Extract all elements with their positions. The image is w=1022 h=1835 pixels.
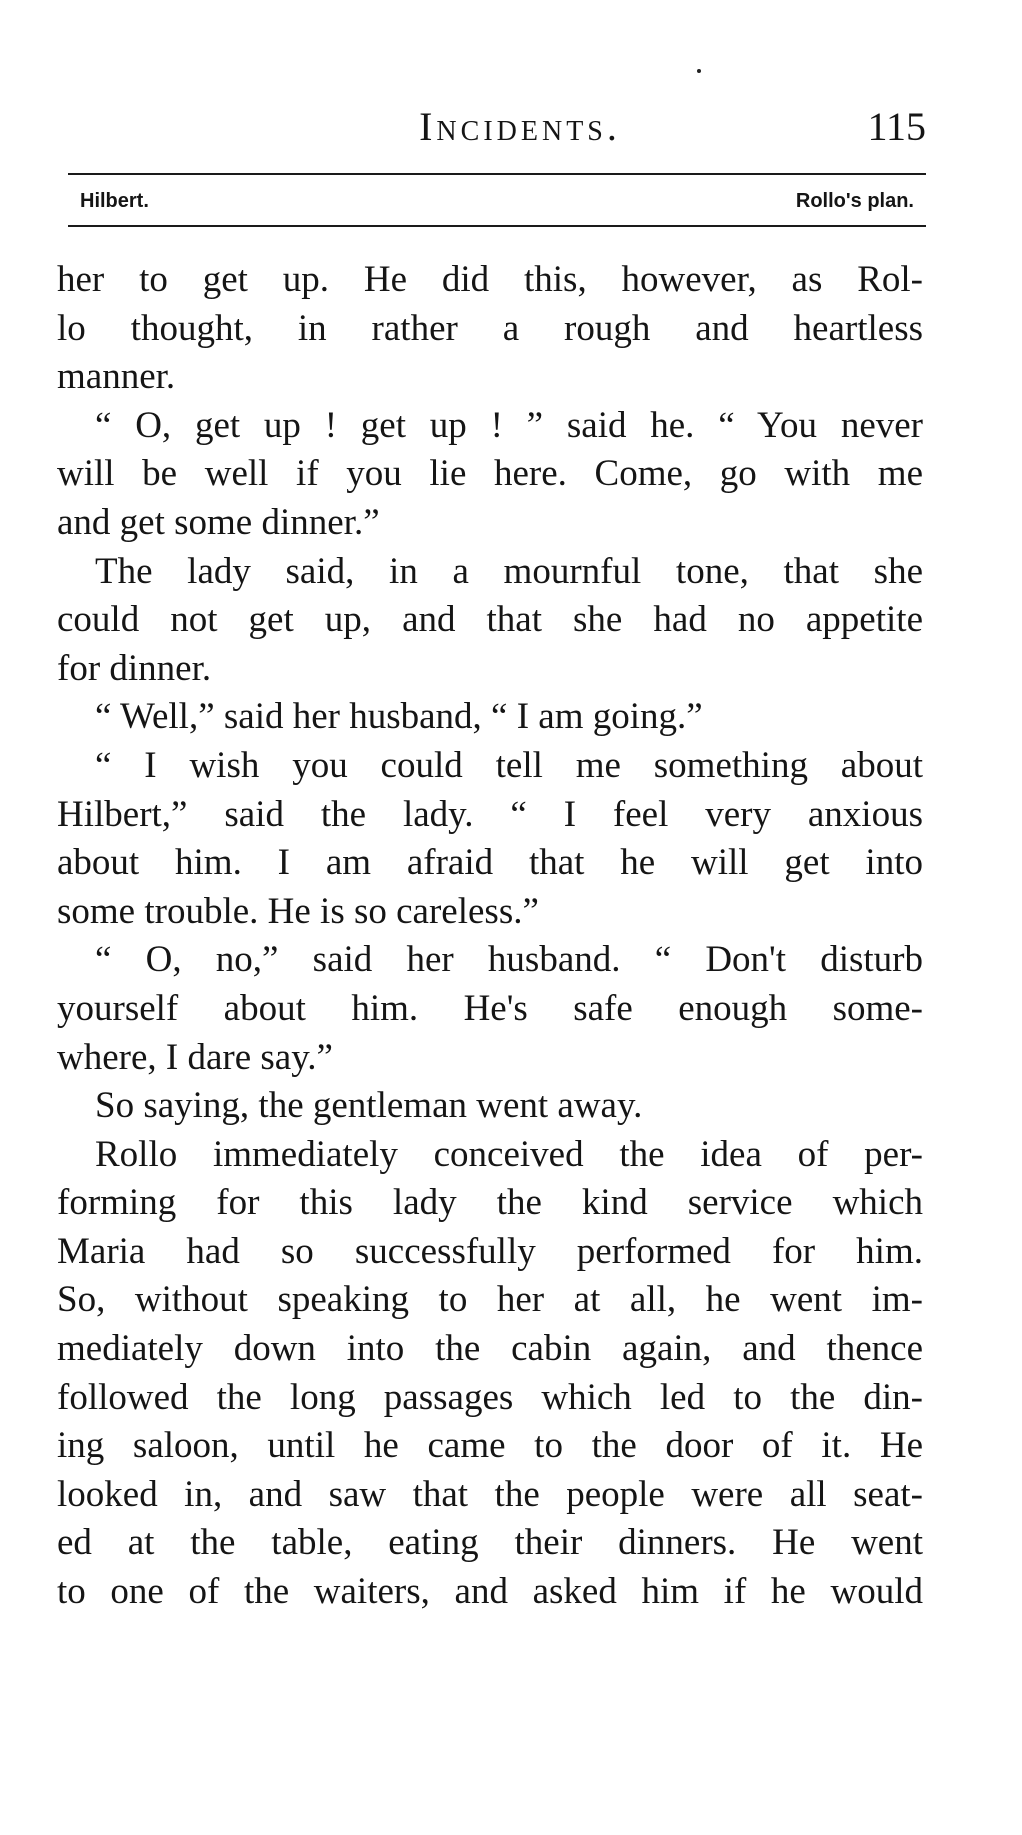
subheading-right: Rollo's plan.: [795, 190, 914, 212]
text-line: for dinner.: [57, 647, 212, 689]
text-line: ing saloon, until he came to the door of it. He: [57, 1425, 923, 1467]
ink-speck: [697, 69, 701, 73]
text-line: “ Well,” said her husband, “ I am going.”: [95, 696, 703, 738]
text-line: Rollo immediately conceived the idea of per-: [95, 1133, 923, 1175]
text-line: her to get up. He did this, however, as Rol-: [57, 259, 923, 300]
text-line: looked in, and saw that the people were all seat-: [57, 1473, 923, 1515]
text-line: could not get up, and that she had no appetite: [57, 599, 923, 641]
text-line: The lady said, in a mournful tone, that she: [95, 550, 923, 592]
text-line: will be well if you lie here. Come, go with me: [57, 453, 923, 495]
text-line: forming for this lady the kind service which: [57, 1182, 923, 1224]
text-line: Maria had so successfully performed for him.: [57, 1230, 923, 1272]
text-line: mediately down into the cabin again, and thence: [57, 1328, 923, 1370]
subheading-left: Hilbert.: [80, 190, 149, 212]
text-line: “ O, get up ! get up ! ” said he. “ You never: [95, 404, 923, 446]
text-line: So, without speaking to her at all, he went im-: [57, 1279, 923, 1321]
header-rule-bottom: [68, 225, 926, 227]
text-line: and get some dinner.”: [57, 501, 380, 543]
running-title: Incidents.: [419, 104, 621, 149]
text-line: about him. I am afraid that he will get into: [57, 842, 923, 884]
header-rule-top: [68, 173, 926, 175]
body-text: [57, 256, 923, 1617]
text-line: manner.: [57, 356, 176, 398]
text-line: where, I dare say.”: [57, 1036, 333, 1078]
text-line: “ O, no,” said her husband. “ Don't disturb: [95, 939, 923, 981]
text-line: yourself about him. He's safe enough some-: [57, 987, 923, 1029]
text-line: ed at the table, eating their dinners. He went: [57, 1522, 923, 1564]
text-line: “ I wish you could tell me something about: [95, 744, 923, 786]
text-line: to one of the waiters, and asked him if he would: [57, 1571, 923, 1613]
running-head: [68, 102, 926, 152]
text-line: Hilbert,” said the lady. “ I feel very anxious: [57, 793, 923, 835]
text-line: lo thought, in rather a rough and heartless: [57, 307, 923, 349]
text-line: So saying, the gentleman went away.: [95, 1085, 643, 1127]
text-line: followed the long passages which led to the din-: [57, 1376, 923, 1418]
text-line: some trouble. He is so careless.”: [57, 890, 539, 932]
page-number: 115: [867, 104, 926, 149]
marginal-subheading: [80, 186, 914, 216]
